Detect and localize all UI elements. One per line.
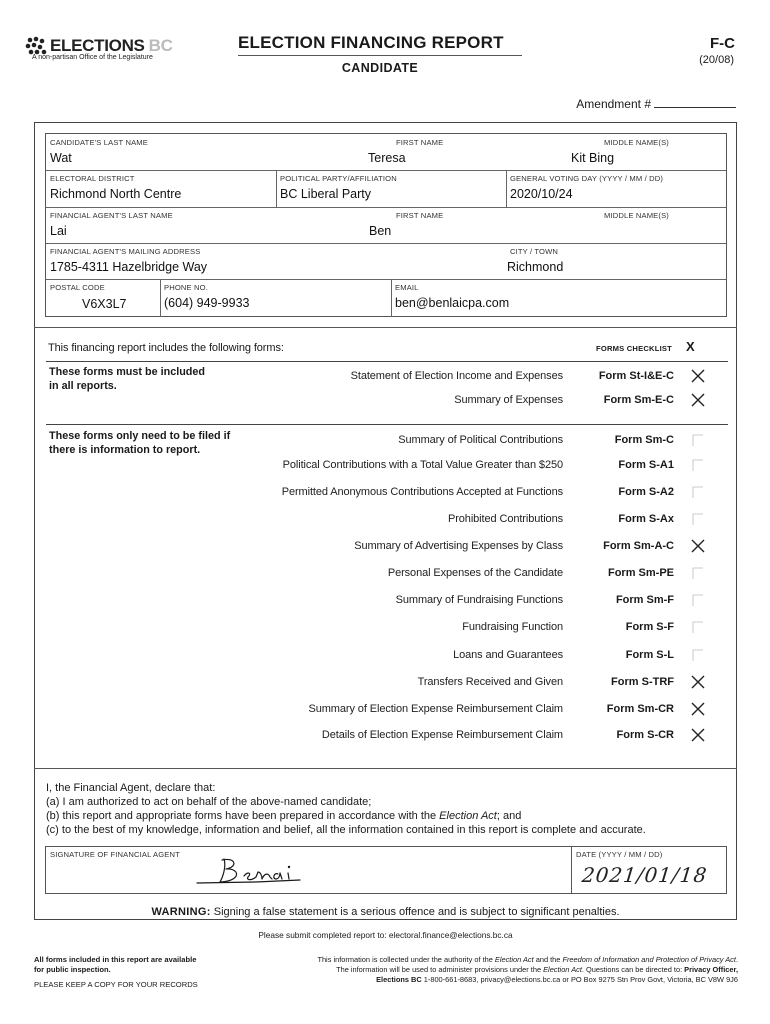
candidate-middle-name-label: MIDDLE NAME(S)	[604, 138, 669, 147]
logo-subtitle: A non-partisan Office of the Legislature	[32, 54, 153, 61]
agent-city-field[interactable]: Richmond	[507, 260, 564, 274]
candidate-last-name-label: CANDIDATE'S LAST NAME	[50, 138, 148, 147]
report-subtitle: CANDIDATE	[341, 61, 419, 75]
form-description: Political Contributions with a Total Value Greater than $250	[282, 459, 563, 471]
form-code-label: Form Sm-PE	[607, 567, 674, 579]
candidate-last-name-field[interactable]: Wat	[50, 151, 72, 165]
form-code-label: Form S-Ax	[618, 513, 674, 525]
agent-first-name-label: FIRST NAME	[396, 211, 444, 220]
form-code-label: Form Sm-CR	[606, 703, 674, 715]
candidate-first-name-label: FIRST NAME	[396, 138, 444, 147]
form-checkbox[interactable]	[690, 511, 710, 529]
email-label: EMAIL	[395, 283, 419, 292]
optional-forms-title: These forms only need to be filed if there is information to report.	[49, 430, 231, 456]
party-label: POLITICAL PARTY/AFFILIATION	[280, 174, 397, 183]
warning-text: WARNING: Signing a false statement is a serious offence and is subject to significant penalties.	[151, 906, 620, 918]
voting-day-field[interactable]: 2020/10/24	[510, 187, 573, 201]
form-description: Summary of Political Contributions	[398, 434, 563, 446]
amendment-input-line[interactable]	[654, 97, 736, 108]
date-label: DATE (YYYY / MM / DD)	[576, 850, 663, 859]
title-underline	[238, 55, 522, 56]
form-description: Summary of Expenses	[454, 394, 563, 406]
form-checkbox[interactable]	[690, 565, 710, 583]
candidate-info-box	[45, 133, 727, 317]
form-description: Summary of Election Expense Reimbursement Claim	[308, 703, 563, 715]
form-description: Loans and Guarantees	[453, 649, 563, 661]
form-code-label: Form Sm-F	[615, 594, 674, 606]
required-forms-title: These forms must be included in all reports.	[49, 366, 205, 392]
form-checkbox-checked[interactable]	[690, 674, 710, 692]
candidate-middle-name-field[interactable]: Kit Bing	[571, 151, 615, 165]
row-divider	[46, 207, 726, 208]
form-code: F-C	[710, 35, 735, 52]
agent-city-label: CITY / TOWN	[510, 247, 559, 256]
candidate-first-name-field[interactable]: Teresa	[368, 151, 406, 165]
voting-day-label: GENERAL VOTING DAY (YYYY / MM / DD)	[510, 174, 664, 183]
electoral-district-field[interactable]: Richmond North Centre	[50, 187, 182, 201]
row-divider	[46, 279, 726, 280]
col-divider	[391, 279, 392, 317]
form-description: Transfers Received and Given	[417, 676, 563, 688]
form-checkbox-checked[interactable]	[690, 392, 710, 410]
party-field[interactable]: BC Liberal Party	[280, 187, 372, 201]
form-description: Personal Expenses of the Candidate	[387, 567, 563, 579]
report-title: ELECTION FINANCING REPORT	[238, 33, 504, 52]
forms-checklist-mark: X	[686, 339, 695, 354]
form-description: Summary of Fundraising Functions	[395, 594, 563, 606]
agent-last-name-label: FINANCIAL AGENT'S LAST NAME	[50, 211, 173, 220]
forms-intro: This financing report includes the following forms:	[48, 342, 284, 354]
section-divider	[34, 327, 737, 328]
col-divider	[276, 170, 277, 207]
phone-label: PHONE NO.	[164, 283, 208, 292]
form-checkbox[interactable]	[690, 457, 710, 475]
form-checkbox-checked[interactable]	[690, 368, 710, 386]
form-code-label: Form S-F	[625, 621, 674, 633]
optional-forms-divider	[46, 424, 728, 425]
postal-code-field[interactable]: V6X3L7	[82, 297, 127, 311]
agent-first-name-field[interactable]: Ben	[369, 224, 392, 238]
phone-field[interactable]: (604) 949-9933	[164, 296, 250, 310]
forms-checklist-label: FORMS CHECKLIST	[596, 344, 672, 353]
postal-code-label: POSTAL CODE	[50, 283, 105, 292]
signature-icon	[196, 855, 316, 889]
form-code-label: Form S-L	[625, 649, 674, 661]
form-version: (20/08)	[699, 54, 734, 66]
required-forms-divider	[46, 361, 728, 362]
keep-copy-note: PLEASE KEEP A COPY FOR YOUR RECORDS	[34, 980, 198, 989]
form-checkbox[interactable]	[690, 619, 710, 637]
electoral-district-label: ELECTORAL DISTRICT	[50, 174, 135, 183]
logo-name: ELECTIONS BC	[50, 36, 173, 55]
form-code-label: Form S-A1	[618, 459, 674, 471]
declaration-item-c: (c) to the best of my knowledge, information and belief, all the information contained in this report is complete and accurate.	[46, 824, 646, 836]
form-checkbox[interactable]	[690, 484, 710, 502]
declaration-intro: I, the Financial Agent, declare that:	[46, 782, 216, 794]
form-checkbox-checked[interactable]	[690, 727, 710, 745]
form-description: Details of Election Expense Reimbursement Claim	[321, 729, 563, 741]
form-description: Statement of Election Income and Expenses	[350, 370, 563, 382]
col-divider	[506, 170, 507, 207]
form-description: Permitted Anonymous Contributions Accepted at Functions	[281, 486, 563, 498]
form-code-label: Form S-TRF	[611, 676, 674, 688]
privacy-notice: This information is collected under the authority of the Election Act and the Freedom of Information and Protection of Privacy Act. The information will be used to administer provisions under the Election Act. Questions can be directed to: Privacy Officer, Elections BC 1-800-661-8683, privacy@elections.bc.ca or PO Box 9275 Stn Prov Govt, Victoria, BC V8W 9J6	[317, 955, 738, 984]
agent-middle-name-label: MIDDLE NAME(S)	[604, 211, 669, 220]
form-code-label: Form Sm-E-C	[603, 394, 674, 406]
agent-last-name-field[interactable]: Lai	[50, 224, 67, 238]
form-description: Prohibited Contributions	[447, 513, 563, 525]
agent-address-field[interactable]: 1785-4311 Hazelbridge Way	[50, 260, 208, 274]
form-code-label: Form S-A2	[618, 486, 674, 498]
form-checkbox[interactable]	[690, 592, 710, 610]
signature-field[interactable]	[196, 855, 316, 889]
row-divider	[46, 243, 726, 244]
col-divider	[160, 279, 161, 317]
email-field[interactable]: ben@benlaicpa.com	[395, 296, 510, 310]
amendment-label: Amendment #	[576, 97, 651, 111]
form-checkbox-checked[interactable]	[690, 538, 710, 556]
form-code-label: Form S-CR	[616, 729, 674, 741]
form-code-label: Form Sm-C	[614, 434, 674, 446]
submit-instructions: Please submit completed report to: electoral.finance@elections.bc.ca	[258, 930, 513, 940]
row-divider	[46, 170, 726, 171]
amendment-field[interactable]	[576, 97, 736, 111]
declaration-item-b: (b) this report and appropriate forms have been prepared in accordance with the Election Act; and	[46, 810, 522, 822]
form-checkbox-checked[interactable]	[690, 701, 710, 719]
form-description: Summary of Advertising Expenses by Class	[354, 540, 563, 552]
signature-date-field[interactable]: 2021/01/18	[580, 863, 709, 887]
signature-label: SIGNATURE OF FINANCIAL AGENT	[50, 850, 180, 859]
form-checkbox[interactable]	[690, 647, 710, 665]
form-description: Fundraising Function	[462, 621, 563, 633]
declaration-item-a: (a) I am authorized to act on behalf of the above-named candidate;	[46, 796, 372, 808]
form-code-label: Form St-I&E-C	[598, 370, 674, 382]
section-divider	[34, 768, 737, 769]
signature-divider	[571, 846, 572, 894]
form-checkbox[interactable]	[690, 432, 710, 450]
public-inspection-note: All forms included in this report are available for public inspection.	[34, 955, 197, 974]
agent-address-label: FINANCIAL AGENT'S MAILING ADDRESS	[50, 247, 201, 256]
form-code-label: Form Sm-A-C	[603, 540, 674, 552]
